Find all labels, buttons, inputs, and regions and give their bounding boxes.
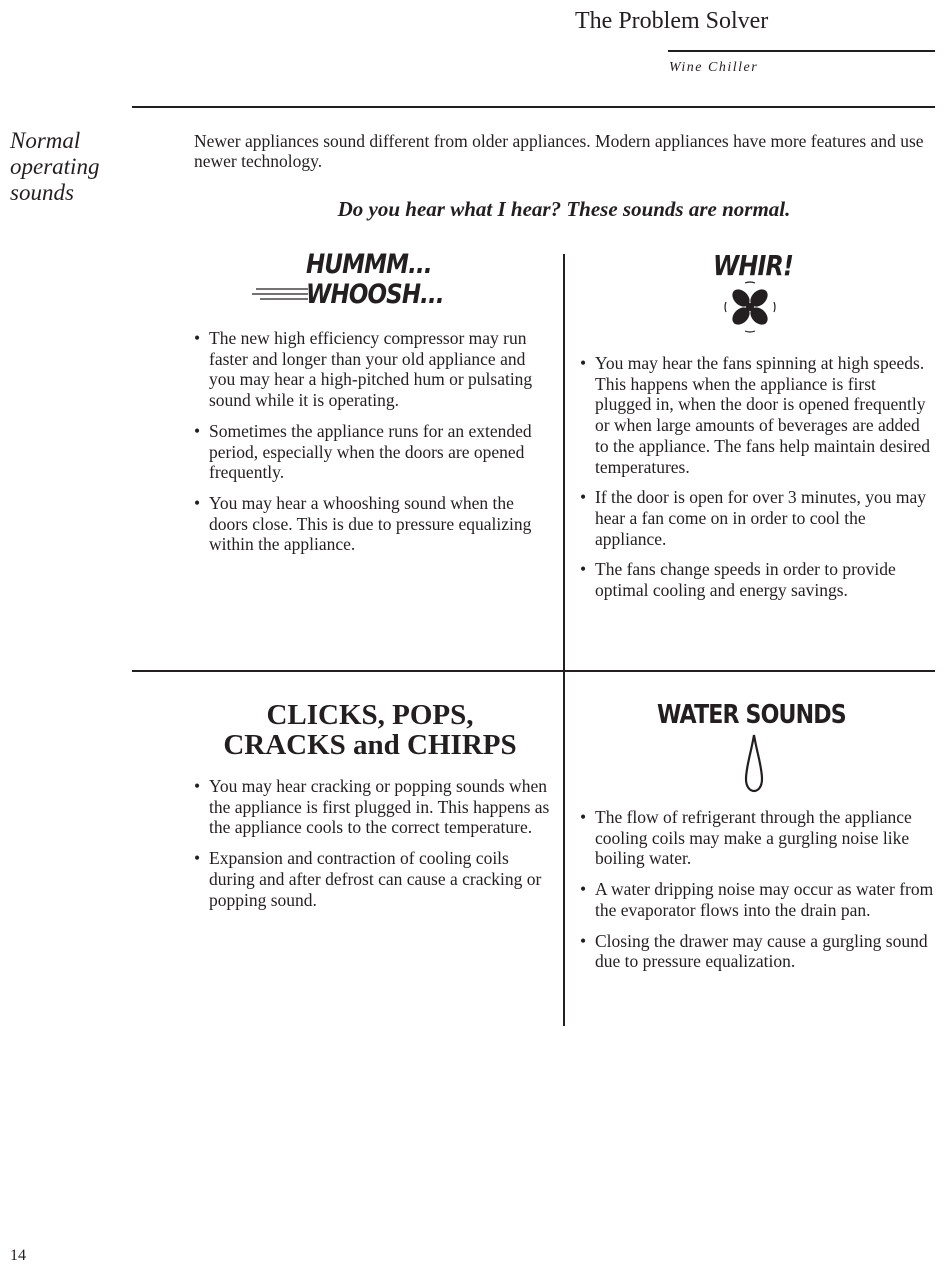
grid-vertical-rule (563, 254, 565, 1026)
side-heading-line: sounds (10, 180, 74, 205)
hum-title-line2: WHOOSH... (306, 279, 444, 310)
side-heading-line: Normal (10, 128, 81, 153)
page-number: 14 (10, 1247, 26, 1264)
list-item: • Expansion and contraction of cooling coils during and after defrost can cause a cracking or popping sound. (194, 848, 554, 910)
list-item: • Sometimes the appliance runs for an extended period, especially when the doors are opened frequently. (194, 421, 539, 483)
clicks-title-line2: CRACKS and CHIRPS (223, 729, 517, 761)
list-item: • You may hear a whooshing sound when the doors close. This is due to pressure equalizing within the appliance. (194, 493, 539, 555)
list-item: • You may hear the fans spinning at high speeds. This happens when the appliance is first plugged in, when the door is opened frequently or when large amounts of beverages are added to the appliance. The fans help maintain desired temperatures. (580, 353, 935, 477)
header-subtitle: Wine Chiller (669, 60, 759, 75)
list-item: • The new high efficiency compressor may run faster and longer than your old appliance and you may hear a high-pitched hum or pulsating sound while it is operating. (194, 328, 539, 411)
header-rule (668, 50, 935, 52)
sounds-subheading: Do you hear what I hear? These sounds are normal. (337, 197, 791, 221)
water-sounds-title: WATER SOUNDS (657, 700, 846, 730)
header-title: The Problem Solver (575, 8, 769, 34)
list-item: • You may hear cracking or popping sounds when the appliance is first plugged in. This happens as the appliance cools to the correct temperature. (194, 776, 554, 838)
section-rule (132, 106, 935, 108)
list-item: • The flow of refrigerant through the appliance cooling coils may make a gurgling noise like boiling water. (580, 807, 935, 869)
water-drop-icon (743, 733, 765, 793)
list-item: • The fans change speeds in order to provide optimal cooling and energy savings. (580, 559, 935, 600)
side-heading-line: operating (10, 154, 100, 179)
whoosh-lines-icon (252, 284, 308, 304)
fan-icon (721, 280, 779, 334)
grid-horizontal-rule (132, 670, 935, 672)
whir-title: WHIR! (713, 249, 793, 282)
clicks-title (194, 700, 546, 760)
hum-title-line1: HUMMM... (306, 249, 432, 280)
whir-bullet-list (580, 353, 935, 611)
clicks-bullet-list (194, 776, 554, 920)
list-item: • If the door is open for over 3 minutes, you may hear a fan come on in order to cool the appliance. (580, 487, 935, 549)
water-bullet-list (580, 807, 935, 982)
list-item: • A water dripping noise may occur as water from the evaporator flows into the drain pan. (580, 879, 935, 920)
hum-bullet-list (194, 328, 539, 565)
clicks-title-line1: CLICKS, POPS, (266, 699, 474, 731)
intro-paragraph: Newer appliances sound different from older appliances. Modern appliances have more features and use newer technology. (194, 131, 924, 171)
section-side-heading (10, 128, 130, 206)
list-item: • Closing the drawer may cause a gurgling sound due to pressure equalization. (580, 931, 935, 972)
